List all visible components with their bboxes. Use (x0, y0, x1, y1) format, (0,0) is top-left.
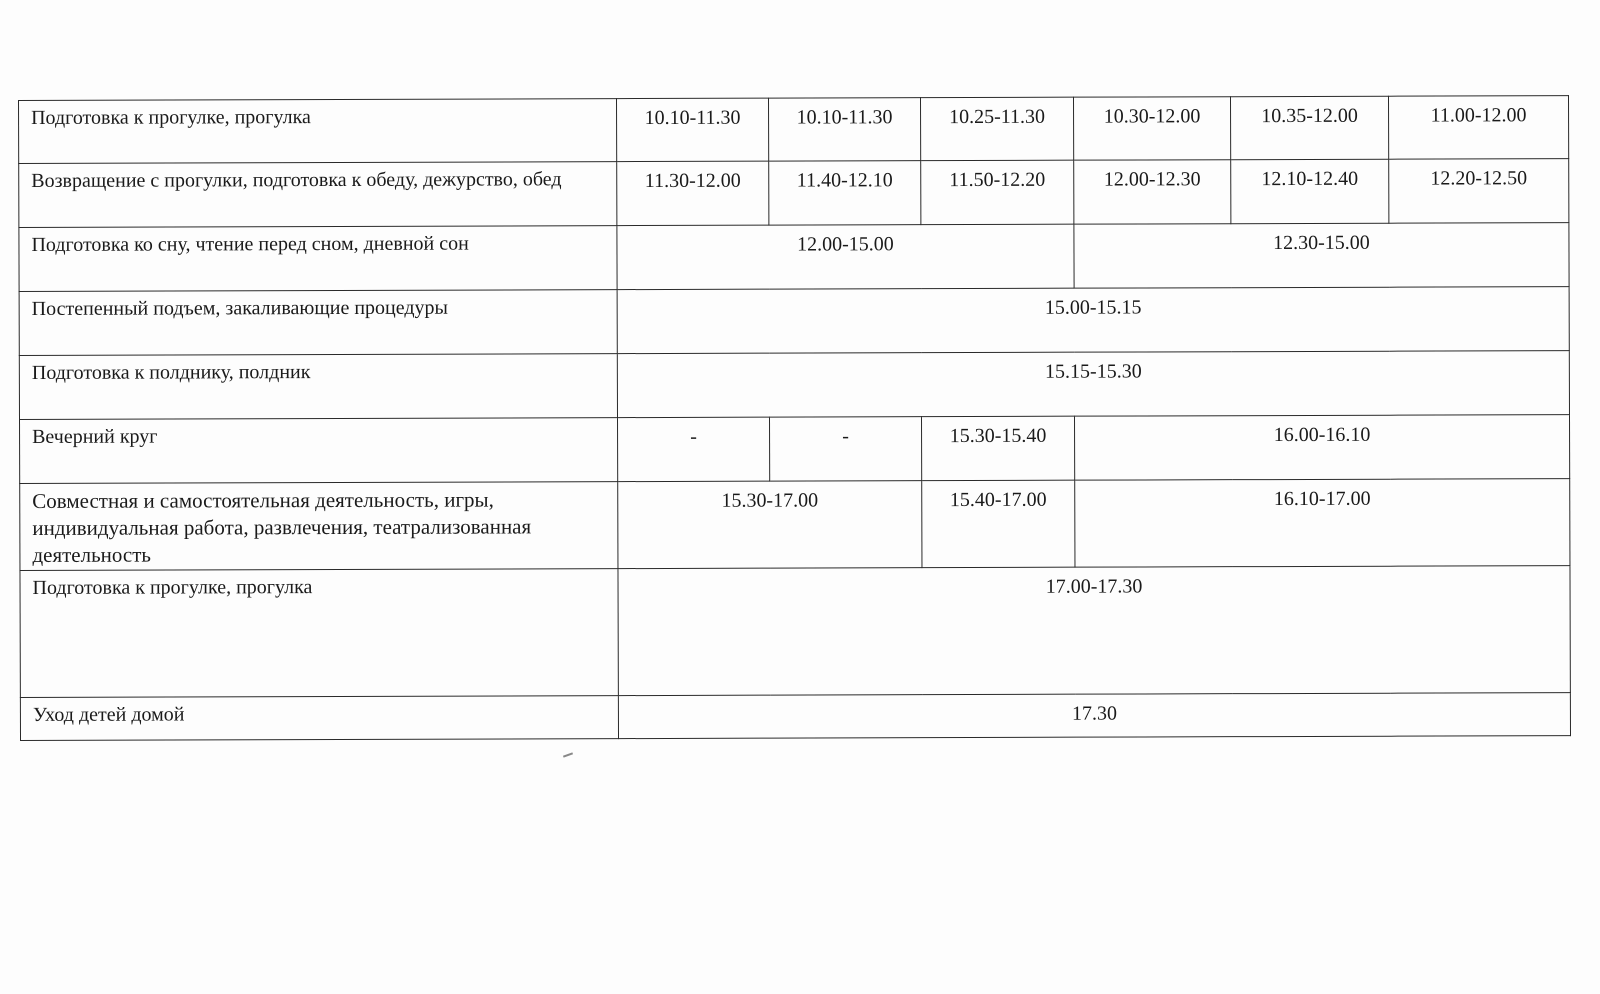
daily-schedule-table (18, 95, 1571, 741)
time-cell: 11.30-12.00 (617, 161, 769, 225)
time-cell: 17.00-17.30 (618, 566, 1570, 696)
time-cell: 12.00-12.30 (1074, 160, 1231, 224)
time-cell: 16.10-17.00 (1075, 479, 1570, 568)
table-row (19, 96, 1569, 164)
activity-cell: Подготовка к прогулке, прогулка (20, 569, 618, 698)
time-cell: 10.25-11.30 (920, 97, 1073, 160)
activity-cell: Совместная и самостоятельная деятельность, игры, индивидуальная работа, развлечения, театрализованная деятельность (20, 482, 618, 571)
activity-cell: Уход детей домой (20, 696, 618, 741)
table-row (19, 159, 1569, 228)
time-cell: 11.50-12.20 (921, 160, 1074, 224)
time-cell: 15.30-15.40 (921, 416, 1074, 480)
time-cell: 10.35-12.00 (1230, 96, 1388, 159)
time-cell: 10.10-11.30 (616, 98, 768, 161)
time-cell: 11.40-12.10 (769, 161, 921, 225)
time-cell: 12.00-15.00 (617, 224, 1074, 289)
time-cell: 12.10-12.40 (1231, 159, 1389, 223)
scan-speck (563, 752, 573, 757)
activity-cell: Подготовка к полднику, полдник (19, 354, 617, 420)
table-row (19, 287, 1569, 356)
activity-cell: Подготовка к прогулке, прогулка (19, 99, 617, 164)
time-cell: 10.30-12.00 (1073, 97, 1230, 160)
table-row (20, 693, 1570, 741)
time-cell: 12.20-12.50 (1389, 159, 1569, 224)
time-cell: 12.30-15.00 (1074, 223, 1569, 289)
table-row (19, 351, 1569, 420)
table-row (20, 479, 1570, 571)
time-cell: 15.00-15.15 (617, 287, 1569, 354)
time-cell: 16.00-16.10 (1074, 415, 1569, 481)
table-row (20, 566, 1570, 698)
activity-cell: Подготовка ко сну, чтение перед сном, дневной сон (19, 226, 617, 292)
activity-cell: Вечерний круг (20, 418, 618, 484)
time-cell: - (770, 417, 922, 481)
time-cell: 15.15-15.30 (617, 351, 1569, 418)
activity-cell: Возвращение с прогулки, подготовка к обеду, дежурство, обед (19, 162, 617, 228)
activity-cell: Постепенный подъем, закаливающие процедуры (19, 290, 617, 356)
time-cell: 11.00-12.00 (1388, 96, 1568, 160)
time-cell: 15.30-17.00 (618, 481, 922, 569)
time-cell: 10.10-11.30 (768, 98, 920, 161)
table-row (19, 223, 1569, 292)
time-cell: - (618, 417, 770, 481)
time-cell: 15.40-17.00 (922, 480, 1075, 567)
table-row (20, 415, 1570, 484)
time-cell: 17.30 (618, 693, 1570, 739)
